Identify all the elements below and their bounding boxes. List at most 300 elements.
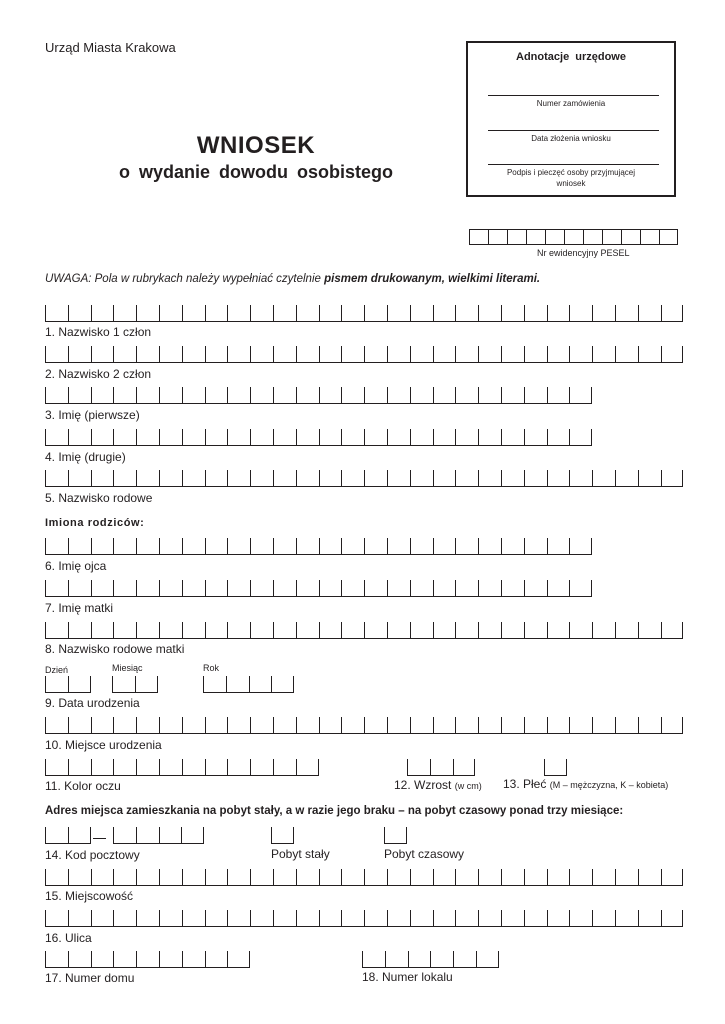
char-cell[interactable] [136, 951, 159, 968]
char-cell[interactable] [410, 580, 433, 597]
char-cell[interactable] [478, 869, 501, 886]
char-cell[interactable] [250, 717, 273, 734]
char-cell[interactable] [205, 910, 228, 927]
char-cell[interactable] [455, 717, 478, 734]
char-cell[interactable] [478, 580, 501, 597]
surname2-input[interactable] [45, 346, 683, 363]
char-cell[interactable] [273, 759, 296, 776]
char-cell[interactable] [227, 470, 250, 487]
char-cell[interactable] [569, 387, 592, 404]
char-cell[interactable] [136, 470, 159, 487]
char-cell[interactable] [319, 387, 342, 404]
char-cell[interactable] [271, 676, 294, 693]
char-cell[interactable] [113, 538, 136, 555]
char-cell[interactable] [68, 580, 91, 597]
char-cell[interactable] [227, 580, 250, 597]
char-cell[interactable] [387, 538, 410, 555]
char-cell[interactable] [319, 346, 342, 363]
char-cell[interactable] [113, 717, 136, 734]
char-cell[interactable] [159, 387, 182, 404]
char-cell[interactable] [45, 759, 68, 776]
eye-color-input[interactable] [45, 759, 319, 776]
char-cell[interactable] [478, 717, 501, 734]
char-cell[interactable] [615, 470, 638, 487]
char-cell[interactable] [45, 676, 68, 693]
char-cell[interactable] [319, 470, 342, 487]
char-cell[interactable] [182, 580, 205, 597]
char-cell[interactable] [91, 910, 114, 927]
char-cell[interactable] [45, 951, 68, 968]
char-cell[interactable] [113, 580, 136, 597]
char-cell[interactable] [135, 676, 158, 693]
char-cell[interactable] [296, 387, 319, 404]
char-cell[interactable] [112, 676, 135, 693]
char-cell[interactable] [45, 346, 68, 363]
char-cell[interactable] [433, 717, 456, 734]
char-cell[interactable] [113, 910, 136, 927]
char-cell[interactable] [569, 622, 592, 639]
char-cell[interactable] [524, 580, 547, 597]
char-cell[interactable] [341, 429, 364, 446]
char-cell[interactable] [68, 717, 91, 734]
sex-input[interactable] [544, 759, 567, 776]
char-cell[interactable] [569, 346, 592, 363]
char-cell[interactable] [227, 951, 250, 968]
char-cell[interactable] [68, 429, 91, 446]
char-cell[interactable] [408, 951, 431, 968]
char-cell[interactable] [455, 580, 478, 597]
char-cell[interactable] [205, 580, 228, 597]
char-cell[interactable] [387, 346, 410, 363]
char-cell[interactable] [638, 717, 661, 734]
char-cell[interactable] [159, 622, 182, 639]
char-cell[interactable] [273, 622, 296, 639]
char-cell[interactable] [250, 305, 273, 322]
char-cell[interactable] [433, 538, 456, 555]
char-cell[interactable] [341, 346, 364, 363]
char-cell[interactable] [68, 470, 91, 487]
char-cell[interactable] [296, 759, 319, 776]
char-cell[interactable] [205, 387, 228, 404]
temporary-stay-checkbox[interactable] [384, 827, 407, 844]
char-cell[interactable] [68, 387, 91, 404]
char-cell[interactable] [387, 470, 410, 487]
char-cell[interactable] [592, 717, 615, 734]
char-cell[interactable] [661, 910, 684, 927]
char-cell[interactable] [615, 717, 638, 734]
char-cell[interactable] [91, 869, 114, 886]
char-cell[interactable] [113, 759, 136, 776]
char-cell[interactable] [182, 717, 205, 734]
char-cell[interactable] [478, 538, 501, 555]
char-cell[interactable] [205, 305, 228, 322]
char-cell[interactable] [638, 470, 661, 487]
char-cell[interactable] [227, 429, 250, 446]
char-cell[interactable] [319, 305, 342, 322]
char-cell[interactable] [136, 869, 159, 886]
char-cell[interactable] [91, 622, 114, 639]
char-cell[interactable] [433, 869, 456, 886]
char-cell[interactable] [410, 910, 433, 927]
char-cell[interactable] [341, 538, 364, 555]
locality-input[interactable] [45, 869, 683, 886]
char-cell[interactable] [319, 869, 342, 886]
char-cell[interactable] [319, 580, 342, 597]
char-cell[interactable] [569, 429, 592, 446]
char-cell[interactable] [68, 346, 91, 363]
char-cell[interactable] [250, 429, 273, 446]
char-cell[interactable] [364, 580, 387, 597]
char-cell[interactable] [205, 869, 228, 886]
char-cell[interactable] [68, 827, 91, 844]
char-cell[interactable] [547, 622, 570, 639]
char-cell[interactable] [433, 346, 456, 363]
surname1-input[interactable] [45, 305, 683, 322]
char-cell[interactable] [410, 305, 433, 322]
char-cell[interactable] [501, 346, 524, 363]
char-cell[interactable] [455, 387, 478, 404]
char-cell[interactable] [250, 538, 273, 555]
char-cell[interactable] [455, 622, 478, 639]
mother-name-input[interactable] [45, 580, 592, 597]
family-name-input[interactable] [45, 470, 683, 487]
char-cell[interactable] [249, 676, 272, 693]
char-cell[interactable] [410, 429, 433, 446]
char-cell[interactable] [341, 470, 364, 487]
char-cell[interactable] [250, 910, 273, 927]
postal-code-suffix-input[interactable] [113, 827, 204, 844]
char-cell[interactable] [45, 869, 68, 886]
char-cell[interactable] [182, 346, 205, 363]
char-cell[interactable] [524, 622, 547, 639]
char-cell[interactable] [455, 910, 478, 927]
house-number-input[interactable] [45, 951, 250, 968]
birth-month-input[interactable] [112, 676, 158, 693]
char-cell[interactable] [250, 346, 273, 363]
char-cell[interactable] [227, 717, 250, 734]
char-cell[interactable] [364, 387, 387, 404]
char-cell[interactable] [91, 759, 114, 776]
char-cell[interactable] [524, 470, 547, 487]
char-cell[interactable] [524, 305, 547, 322]
birth-year-input[interactable] [203, 676, 294, 693]
char-cell[interactable] [569, 470, 592, 487]
char-cell[interactable] [615, 910, 638, 927]
char-cell[interactable] [661, 470, 684, 487]
char-cell[interactable] [478, 622, 501, 639]
char-cell[interactable] [205, 622, 228, 639]
char-cell[interactable] [364, 622, 387, 639]
char-cell[interactable] [159, 470, 182, 487]
char-cell[interactable] [91, 429, 114, 446]
char-cell[interactable] [638, 910, 661, 927]
char-cell[interactable] [592, 346, 615, 363]
char-cell[interactable] [544, 759, 567, 776]
birth-day-input[interactable] [45, 676, 91, 693]
char-cell[interactable] [478, 346, 501, 363]
char-cell[interactable] [296, 538, 319, 555]
char-cell[interactable] [319, 910, 342, 927]
char-cell[interactable] [136, 387, 159, 404]
char-cell[interactable] [113, 827, 136, 844]
char-cell[interactable] [250, 622, 273, 639]
char-cell[interactable] [430, 951, 453, 968]
char-cell[interactable] [387, 429, 410, 446]
char-cell[interactable] [227, 538, 250, 555]
char-cell[interactable] [615, 346, 638, 363]
char-cell[interactable] [91, 538, 114, 555]
char-cell[interactable] [387, 622, 410, 639]
char-cell[interactable] [273, 538, 296, 555]
char-cell[interactable] [524, 910, 547, 927]
first-name-input[interactable] [45, 387, 592, 404]
char-cell[interactable] [205, 429, 228, 446]
char-cell[interactable] [45, 827, 68, 844]
char-cell[interactable] [45, 910, 68, 927]
char-cell[interactable] [68, 951, 91, 968]
char-cell[interactable] [433, 470, 456, 487]
char-cell[interactable] [271, 827, 294, 844]
char-cell[interactable] [182, 759, 205, 776]
char-cell[interactable] [524, 538, 547, 555]
char-cell[interactable] [661, 305, 684, 322]
char-cell[interactable] [181, 827, 204, 844]
char-cell[interactable] [547, 717, 570, 734]
char-cell[interactable] [159, 580, 182, 597]
char-cell[interactable] [273, 470, 296, 487]
char-cell[interactable] [296, 429, 319, 446]
char-cell[interactable] [273, 717, 296, 734]
char-cell[interactable] [410, 346, 433, 363]
char-cell[interactable] [136, 538, 159, 555]
char-cell[interactable] [136, 429, 159, 446]
char-cell[interactable] [250, 387, 273, 404]
char-cell[interactable] [410, 538, 433, 555]
char-cell[interactable] [387, 580, 410, 597]
char-cell[interactable] [364, 910, 387, 927]
char-cell[interactable] [113, 622, 136, 639]
char-cell[interactable] [159, 910, 182, 927]
char-cell[interactable] [592, 910, 615, 927]
char-cell[interactable] [364, 346, 387, 363]
char-cell[interactable] [159, 869, 182, 886]
char-cell[interactable] [569, 538, 592, 555]
char-cell[interactable] [250, 759, 273, 776]
char-cell[interactable] [341, 387, 364, 404]
char-cell[interactable] [182, 305, 205, 322]
char-cell[interactable] [205, 538, 228, 555]
char-cell[interactable] [455, 538, 478, 555]
char-cell[interactable] [341, 305, 364, 322]
char-cell[interactable] [364, 717, 387, 734]
char-cell[interactable] [45, 580, 68, 597]
char-cell[interactable] [296, 869, 319, 886]
char-cell[interactable] [364, 470, 387, 487]
char-cell[interactable] [638, 346, 661, 363]
char-cell[interactable] [410, 622, 433, 639]
char-cell[interactable] [45, 470, 68, 487]
char-cell[interactable] [250, 869, 273, 886]
mother-family-name-input[interactable] [45, 622, 683, 639]
char-cell[interactable] [455, 429, 478, 446]
char-cell[interactable] [524, 346, 547, 363]
char-cell[interactable] [547, 869, 570, 886]
char-cell[interactable] [319, 538, 342, 555]
char-cell[interactable] [547, 346, 570, 363]
char-cell[interactable] [205, 717, 228, 734]
char-cell[interactable] [113, 305, 136, 322]
char-cell[interactable] [433, 580, 456, 597]
char-cell[interactable] [455, 305, 478, 322]
char-cell[interactable] [91, 346, 114, 363]
char-cell[interactable] [410, 869, 433, 886]
char-cell[interactable] [387, 910, 410, 927]
char-cell[interactable] [273, 869, 296, 886]
char-cell[interactable] [547, 387, 570, 404]
char-cell[interactable] [433, 622, 456, 639]
char-cell[interactable] [547, 429, 570, 446]
char-cell[interactable] [387, 717, 410, 734]
postal-code-prefix-input[interactable] [45, 827, 91, 844]
char-cell[interactable] [638, 305, 661, 322]
char-cell[interactable] [159, 717, 182, 734]
char-cell[interactable] [159, 346, 182, 363]
char-cell[interactable] [250, 580, 273, 597]
char-cell[interactable] [524, 387, 547, 404]
char-cell[interactable] [501, 470, 524, 487]
char-cell[interactable] [273, 429, 296, 446]
char-cell[interactable] [227, 387, 250, 404]
char-cell[interactable] [501, 538, 524, 555]
char-cell[interactable] [159, 759, 182, 776]
char-cell[interactable] [319, 429, 342, 446]
char-cell[interactable] [638, 869, 661, 886]
char-cell[interactable] [501, 305, 524, 322]
char-cell[interactable] [113, 346, 136, 363]
char-cell[interactable] [547, 538, 570, 555]
char-cell[interactable] [159, 305, 182, 322]
char-cell[interactable] [407, 759, 430, 776]
permanent-stay-checkbox[interactable] [271, 827, 294, 844]
char-cell[interactable] [113, 429, 136, 446]
char-cell[interactable] [569, 869, 592, 886]
char-cell[interactable] [68, 305, 91, 322]
char-cell[interactable] [387, 869, 410, 886]
char-cell[interactable] [205, 346, 228, 363]
char-cell[interactable] [524, 717, 547, 734]
char-cell[interactable] [182, 910, 205, 927]
char-cell[interactable] [385, 951, 408, 968]
char-cell[interactable] [91, 305, 114, 322]
char-cell[interactable] [638, 622, 661, 639]
char-cell[interactable] [296, 580, 319, 597]
char-cell[interactable] [182, 387, 205, 404]
char-cell[interactable] [364, 869, 387, 886]
char-cell[interactable] [296, 305, 319, 322]
char-cell[interactable] [387, 387, 410, 404]
char-cell[interactable] [159, 827, 182, 844]
char-cell[interactable] [478, 305, 501, 322]
char-cell[interactable] [182, 622, 205, 639]
char-cell[interactable] [547, 470, 570, 487]
char-cell[interactable] [91, 387, 114, 404]
signature-line[interactable] [488, 164, 659, 165]
char-cell[interactable] [226, 676, 249, 693]
char-cell[interactable] [227, 759, 250, 776]
street-input[interactable] [45, 910, 683, 927]
char-cell[interactable] [113, 951, 136, 968]
char-cell[interactable] [136, 622, 159, 639]
char-cell[interactable] [569, 910, 592, 927]
char-cell[interactable] [296, 622, 319, 639]
char-cell[interactable] [113, 387, 136, 404]
char-cell[interactable] [205, 470, 228, 487]
char-cell[interactable] [136, 759, 159, 776]
char-cell[interactable] [296, 470, 319, 487]
char-cell[interactable] [91, 951, 114, 968]
char-cell[interactable] [569, 305, 592, 322]
char-cell[interactable] [113, 470, 136, 487]
char-cell[interactable] [182, 869, 205, 886]
char-cell[interactable] [273, 910, 296, 927]
char-cell[interactable] [227, 910, 250, 927]
char-cell[interactable] [661, 717, 684, 734]
char-cell[interactable] [569, 717, 592, 734]
char-cell[interactable] [296, 346, 319, 363]
char-cell[interactable] [136, 346, 159, 363]
char-cell[interactable] [68, 759, 91, 776]
char-cell[interactable] [296, 717, 319, 734]
char-cell[interactable] [547, 580, 570, 597]
char-cell[interactable] [661, 346, 684, 363]
char-cell[interactable] [136, 580, 159, 597]
father-name-input[interactable] [45, 538, 592, 555]
char-cell[interactable] [524, 869, 547, 886]
char-cell[interactable] [592, 470, 615, 487]
char-cell[interactable] [453, 759, 476, 776]
char-cell[interactable] [384, 827, 407, 844]
char-cell[interactable] [547, 305, 570, 322]
char-cell[interactable] [387, 305, 410, 322]
char-cell[interactable] [547, 910, 570, 927]
char-cell[interactable] [501, 622, 524, 639]
char-cell[interactable] [341, 910, 364, 927]
char-cell[interactable] [478, 910, 501, 927]
char-cell[interactable] [136, 827, 159, 844]
char-cell[interactable] [45, 622, 68, 639]
char-cell[interactable] [453, 951, 476, 968]
char-cell[interactable] [227, 622, 250, 639]
char-cell[interactable] [433, 387, 456, 404]
char-cell[interactable] [410, 387, 433, 404]
char-cell[interactable] [501, 869, 524, 886]
char-cell[interactable] [205, 951, 228, 968]
char-cell[interactable] [182, 470, 205, 487]
char-cell[interactable] [364, 429, 387, 446]
char-cell[interactable] [410, 717, 433, 734]
char-cell[interactable] [45, 387, 68, 404]
char-cell[interactable] [478, 387, 501, 404]
char-cell[interactable] [45, 538, 68, 555]
birth-place-input[interactable] [45, 717, 683, 734]
char-cell[interactable] [478, 470, 501, 487]
char-cell[interactable] [45, 429, 68, 446]
char-cell[interactable] [273, 580, 296, 597]
char-cell[interactable] [364, 538, 387, 555]
char-cell[interactable] [364, 305, 387, 322]
char-cell[interactable] [501, 387, 524, 404]
char-cell[interactable] [136, 910, 159, 927]
